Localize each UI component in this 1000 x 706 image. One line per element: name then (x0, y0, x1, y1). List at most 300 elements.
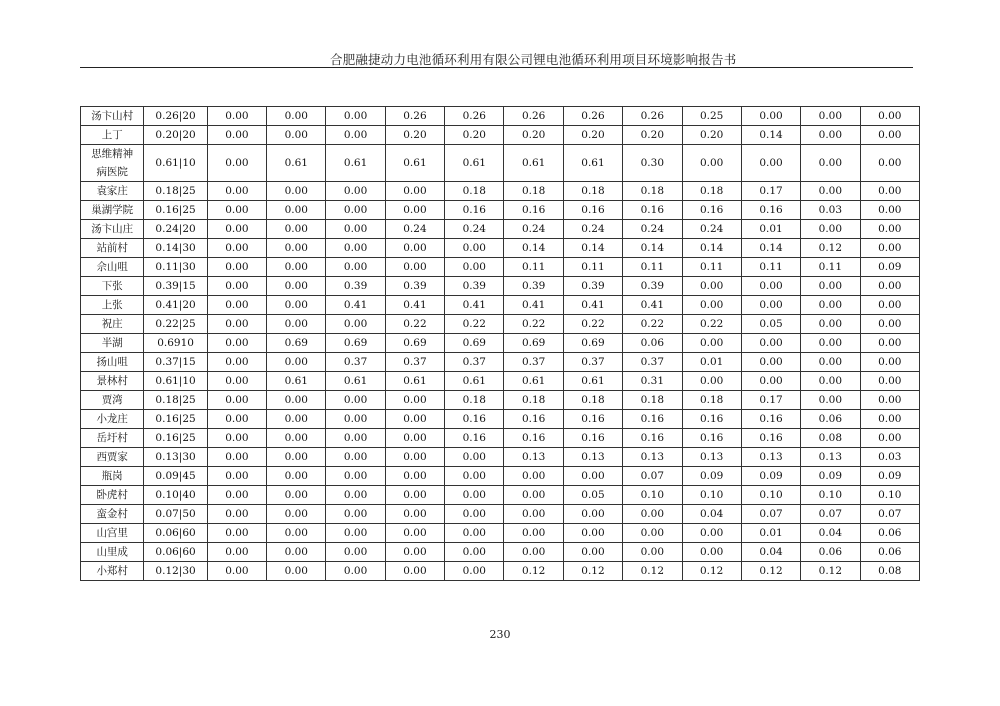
table-cell: 0.10 (741, 486, 800, 505)
table-cell: 0.37 (563, 353, 622, 372)
row-location-name: 卧虎村 (81, 486, 144, 505)
table-cell: 0.22 (682, 315, 741, 334)
table-cell: 0.69 (385, 334, 444, 353)
table-cell: 0.07 (623, 467, 682, 486)
table-cell: 0.06 (801, 543, 860, 562)
table-cell: 0.06 (623, 334, 682, 353)
table-cell: 0.00 (860, 201, 919, 220)
table-cell: 0.37 (385, 353, 444, 372)
table-cell: 0.00 (445, 524, 504, 543)
table-cell: 0.10 (860, 486, 919, 505)
table-cell: 0.00 (207, 182, 266, 201)
table-cell: 0.39 (623, 277, 682, 296)
table-cell: 0.13 (682, 448, 741, 467)
table-row (81, 562, 920, 581)
table-cell: 0.11 (682, 258, 741, 277)
table-cell: 0.61 (326, 145, 385, 182)
table-cell: 0.37 (326, 353, 385, 372)
table-cell: 0.00 (860, 220, 919, 239)
table-cell: 0.24 (385, 220, 444, 239)
table-cell: 0.69 (445, 334, 504, 353)
table-cell: 0.18 (563, 391, 622, 410)
table-body (81, 107, 920, 581)
table-cell: 0.00 (563, 524, 622, 543)
table-cell: 0.41 (623, 296, 682, 315)
table-cell: 0.00 (385, 182, 444, 201)
table-cell: 0.00 (326, 239, 385, 258)
table-cell: 0.00 (207, 334, 266, 353)
row-max-value: 0.16|25 (144, 429, 207, 448)
table-row (81, 315, 920, 334)
table-cell: 0.16 (445, 429, 504, 448)
row-max-value: 0.39|15 (144, 277, 207, 296)
table-cell: 0.61 (267, 372, 326, 391)
table-cell: 0.12 (801, 562, 860, 581)
table-cell: 0.16 (504, 201, 563, 220)
table-cell: 0.16 (741, 410, 800, 429)
row-location-name: 山里成 (81, 543, 144, 562)
table-cell: 0.61 (267, 145, 326, 182)
table-cell: 0.04 (682, 505, 741, 524)
table-cell: 0.00 (267, 543, 326, 562)
table-cell: 0.00 (267, 391, 326, 410)
table-cell: 0.20 (682, 126, 741, 145)
table-cell: 0.16 (623, 429, 682, 448)
table-cell: 0.00 (801, 145, 860, 182)
table-cell: 0.20 (445, 126, 504, 145)
table-cell: 0.00 (504, 486, 563, 505)
table-cell: 0.00 (860, 353, 919, 372)
table-cell: 0.18 (682, 182, 741, 201)
table-cell: 0.18 (445, 182, 504, 201)
row-location-name: 蛮金村 (81, 505, 144, 524)
table-cell: 0.41 (385, 296, 444, 315)
row-max-value: 0.61|10 (144, 145, 207, 182)
row-location-name: 扬山咀 (81, 353, 144, 372)
table-cell: 0.00 (267, 182, 326, 201)
table-cell: 0.20 (504, 126, 563, 145)
row-location-name: 上丁 (81, 126, 144, 145)
table-cell: 0.11 (563, 258, 622, 277)
row-max-value: 0.16|25 (144, 410, 207, 429)
table-row (81, 429, 920, 448)
table-cell: 0.24 (563, 220, 622, 239)
table-cell: 0.00 (267, 486, 326, 505)
row-max-value: 0.24|20 (144, 220, 207, 239)
table-cell: 0.18 (623, 391, 682, 410)
table-cell: 0.03 (860, 448, 919, 467)
table-cell: 0.18 (623, 182, 682, 201)
table-cell: 0.00 (326, 505, 385, 524)
table-cell: 0.00 (267, 296, 326, 315)
table-cell: 0.16 (682, 429, 741, 448)
table-cell: 0.20 (563, 126, 622, 145)
table-cell: 0.00 (207, 524, 266, 543)
table-cell: 0.00 (801, 220, 860, 239)
row-location-name: 小龙庄 (81, 410, 144, 429)
table-cell: 0.01 (741, 524, 800, 543)
table-cell: 0.00 (860, 145, 919, 182)
table-cell: 0.06 (801, 410, 860, 429)
table-cell: 0.26 (385, 107, 444, 126)
table-cell: 0.00 (682, 334, 741, 353)
table-cell: 0.09 (860, 467, 919, 486)
table-cell: 0.07 (860, 505, 919, 524)
table-cell: 0.10 (801, 486, 860, 505)
table-cell: 0.00 (623, 505, 682, 524)
table-cell: 0.61 (385, 145, 444, 182)
table-cell: 0.00 (207, 562, 266, 581)
table-cell: 0.16 (682, 201, 741, 220)
table-cell: 0.00 (267, 107, 326, 126)
table-cell: 0.09 (801, 467, 860, 486)
row-location-name: 贾湾 (81, 391, 144, 410)
table-cell: 0.61 (326, 372, 385, 391)
table-cell: 0.00 (267, 315, 326, 334)
row-max-value: 0.13|30 (144, 448, 207, 467)
document-header-title: 合肥融捷动力电池循环利用有限公司锂电池循环利用项目环境影响报告书 (330, 52, 737, 67)
table-cell: 0.37 (504, 353, 563, 372)
table-cell: 0.00 (326, 410, 385, 429)
table-cell: 0.22 (385, 315, 444, 334)
table-cell: 0.00 (326, 258, 385, 277)
row-location-name: 巢湖学院 (81, 201, 144, 220)
table-cell: 0.00 (267, 410, 326, 429)
table-cell: 0.13 (801, 448, 860, 467)
table-cell: 0.37 (623, 353, 682, 372)
table-cell: 0.00 (445, 486, 504, 505)
table-cell: 0.20 (623, 126, 682, 145)
table-cell: 0.00 (326, 524, 385, 543)
table-row (81, 258, 920, 277)
table-cell: 0.10 (623, 486, 682, 505)
table-cell: 0.22 (504, 315, 563, 334)
table-cell: 0.00 (326, 429, 385, 448)
table-cell: 0.00 (207, 543, 266, 562)
table-cell: 0.61 (445, 145, 504, 182)
table-cell: 0.00 (445, 562, 504, 581)
table-cell: 0.00 (385, 467, 444, 486)
table-cell: 0.04 (741, 543, 800, 562)
table-cell: 0.00 (682, 372, 741, 391)
table-cell: 0.00 (207, 486, 266, 505)
table-cell: 0.14 (741, 239, 800, 258)
table-cell: 0.00 (326, 391, 385, 410)
table-cell: 0.07 (741, 505, 800, 524)
table-cell: 0.00 (267, 505, 326, 524)
table-cell: 0.00 (385, 429, 444, 448)
table-cell: 0.16 (623, 201, 682, 220)
table-cell: 0.08 (860, 562, 919, 581)
table-cell: 0.00 (741, 107, 800, 126)
table-cell: 0.00 (504, 524, 563, 543)
table-cell: 0.00 (267, 353, 326, 372)
table-cell: 0.00 (326, 467, 385, 486)
table-cell: 0.00 (326, 107, 385, 126)
row-location-name: 景林村 (81, 372, 144, 391)
table-cell: 0.00 (385, 448, 444, 467)
table-cell: 0.03 (801, 201, 860, 220)
table-cell: 0.14 (623, 239, 682, 258)
table-row (81, 543, 920, 562)
table-cell: 0.12 (623, 562, 682, 581)
table-cell: 0.31 (623, 372, 682, 391)
table-row (81, 277, 920, 296)
table-cell: 0.00 (267, 201, 326, 220)
table-cell: 0.41 (504, 296, 563, 315)
table-cell: 0.11 (504, 258, 563, 277)
table-cell: 0.01 (682, 353, 741, 372)
row-max-value: 0.06|60 (144, 524, 207, 543)
table-cell: 0.00 (207, 107, 266, 126)
table-cell: 0.16 (445, 410, 504, 429)
table-cell: 0.61 (504, 145, 563, 182)
table-cell: 0.24 (623, 220, 682, 239)
table-cell: 0.39 (563, 277, 622, 296)
table-cell: 0.00 (801, 372, 860, 391)
table-cell: 0.16 (741, 201, 800, 220)
table-cell: 0.14 (682, 239, 741, 258)
table-cell: 0.18 (504, 182, 563, 201)
table-row (81, 524, 920, 543)
table-cell: 0.00 (385, 524, 444, 543)
table-cell: 0.00 (860, 410, 919, 429)
row-location-name: 上张 (81, 296, 144, 315)
table-cell: 0.00 (741, 296, 800, 315)
row-max-value: 0.14|30 (144, 239, 207, 258)
table-cell: 0.00 (267, 562, 326, 581)
table-cell: 0.00 (563, 505, 622, 524)
table-cell: 0.00 (207, 145, 266, 182)
table-cell: 0.16 (623, 410, 682, 429)
table-row (81, 448, 920, 467)
row-location-name: 山宫里 (81, 524, 144, 543)
table-cell: 0.00 (207, 467, 266, 486)
table-cell: 0.00 (445, 258, 504, 277)
table-cell: 0.14 (504, 239, 563, 258)
table-cell: 0.61 (504, 372, 563, 391)
table-cell: 0.16 (682, 410, 741, 429)
row-location-name: 半湖 (81, 334, 144, 353)
table-cell: 0.00 (267, 524, 326, 543)
table-cell: 0.16 (504, 429, 563, 448)
table-cell: 0.24 (682, 220, 741, 239)
table-cell: 0.18 (563, 182, 622, 201)
table-cell: 0.24 (504, 220, 563, 239)
table-cell: 0.00 (207, 296, 266, 315)
table-cell: 0.00 (801, 182, 860, 201)
table-row (81, 353, 920, 372)
table-cell: 0.00 (741, 277, 800, 296)
table-cell: 0.39 (385, 277, 444, 296)
table-cell: 0.00 (623, 524, 682, 543)
table-cell: 0.04 (801, 524, 860, 543)
table-cell: 0.12 (504, 562, 563, 581)
table-cell: 0.00 (267, 258, 326, 277)
table-cell: 0.00 (207, 429, 266, 448)
table-cell: 0.00 (801, 315, 860, 334)
table-cell: 0.00 (385, 505, 444, 524)
table-cell: 0.00 (267, 429, 326, 448)
table-cell: 0.00 (207, 220, 266, 239)
table-cell: 0.41 (563, 296, 622, 315)
table-cell: 0.26 (623, 107, 682, 126)
table-cell: 0.00 (207, 391, 266, 410)
row-max-value: 0.10|40 (144, 486, 207, 505)
table-cell: 0.16 (504, 410, 563, 429)
table-cell: 0.39 (504, 277, 563, 296)
table-cell: 0.00 (267, 126, 326, 145)
row-max-value: 0.41|20 (144, 296, 207, 315)
table-cell: 0.26 (445, 107, 504, 126)
table-cell: 0.00 (207, 258, 266, 277)
table-cell: 0.39 (326, 277, 385, 296)
table-cell: 0.00 (207, 277, 266, 296)
header-divider (80, 67, 913, 68)
row-location-name: 西贾家 (81, 448, 144, 467)
row-location-name: 汤卞山庄 (81, 220, 144, 239)
table-cell: 0.00 (326, 201, 385, 220)
table-cell: 0.61 (563, 145, 622, 182)
table-cell: 0.00 (267, 220, 326, 239)
table-cell: 0.00 (385, 486, 444, 505)
table-cell: 0.16 (445, 201, 504, 220)
table-cell: 0.00 (385, 410, 444, 429)
data-table (80, 106, 920, 581)
row-max-value: 0.06|60 (144, 543, 207, 562)
table-cell: 0.09 (741, 467, 800, 486)
row-location-name: 瓶岗 (81, 467, 144, 486)
table-row (81, 201, 920, 220)
table-cell: 0.16 (563, 201, 622, 220)
table-cell: 0.00 (860, 315, 919, 334)
table-cell: 0.00 (385, 239, 444, 258)
table-cell: 0.12 (682, 562, 741, 581)
table-cell: 0.69 (563, 334, 622, 353)
table-cell: 0.00 (326, 315, 385, 334)
table-cell: 0.41 (445, 296, 504, 315)
row-max-value: 0.61|10 (144, 372, 207, 391)
table-cell: 0.13 (504, 448, 563, 467)
table-cell: 0.69 (267, 334, 326, 353)
table-cell: 0.00 (326, 182, 385, 201)
table-cell: 0.41 (326, 296, 385, 315)
table-row (81, 505, 920, 524)
table-cell: 0.00 (801, 391, 860, 410)
table-row (81, 220, 920, 239)
table-cell: 0.00 (860, 107, 919, 126)
table-cell: 0.00 (860, 334, 919, 353)
page-number: 230 (489, 628, 511, 641)
table-cell: 0.00 (326, 543, 385, 562)
table-cell: 0.00 (860, 372, 919, 391)
table-cell: 0.00 (267, 467, 326, 486)
table-cell: 0.00 (860, 277, 919, 296)
table-cell: 0.00 (326, 126, 385, 145)
table-cell: 0.61 (445, 372, 504, 391)
table-cell: 0.00 (207, 372, 266, 391)
table-cell: 0.00 (326, 220, 385, 239)
table-row (81, 107, 920, 126)
row-max-value: 0.18|25 (144, 391, 207, 410)
table-cell: 0.61 (563, 372, 622, 391)
table-cell: 0.00 (860, 239, 919, 258)
table-cell: 0.00 (504, 467, 563, 486)
table-cell: 0.16 (563, 410, 622, 429)
row-max-value: 0.37|15 (144, 353, 207, 372)
table-cell: 0.22 (445, 315, 504, 334)
table-cell: 0.18 (445, 391, 504, 410)
table-cell: 0.00 (445, 239, 504, 258)
table-cell: 0.00 (801, 107, 860, 126)
table-cell: 0.00 (801, 334, 860, 353)
table-cell: 0.00 (563, 467, 622, 486)
row-max-value: 0.22|25 (144, 315, 207, 334)
row-location-name: 小郑村 (81, 562, 144, 581)
table-cell: 0.16 (563, 429, 622, 448)
row-location-name: 汤卞山村 (81, 107, 144, 126)
table-cell: 0.00 (207, 126, 266, 145)
table-row (81, 296, 920, 315)
table-cell: 0.25 (682, 107, 741, 126)
table-cell: 0.00 (207, 353, 266, 372)
row-max-value: 0.20|20 (144, 126, 207, 145)
table-cell: 0.00 (504, 505, 563, 524)
table-cell: 0.12 (801, 239, 860, 258)
table-cell: 0.00 (207, 315, 266, 334)
table-cell: 0.00 (682, 277, 741, 296)
table-cell: 0.00 (445, 505, 504, 524)
table-cell: 0.00 (267, 277, 326, 296)
table-cell: 0.00 (741, 353, 800, 372)
row-max-value: 0.07|50 (144, 505, 207, 524)
table-cell: 0.00 (682, 524, 741, 543)
table-cell: 0.17 (741, 391, 800, 410)
row-location-name: 思维精神 病医院 (81, 145, 144, 182)
row-max-value: 0.09|45 (144, 467, 207, 486)
row-location-name: 岳圩村 (81, 429, 144, 448)
table-cell: 0.00 (326, 448, 385, 467)
table-cell: 0.00 (207, 201, 266, 220)
table-cell: 0.00 (741, 372, 800, 391)
table-cell: 0.69 (504, 334, 563, 353)
row-location-name: 祝庄 (81, 315, 144, 334)
table-cell: 0.12 (741, 562, 800, 581)
table-row (81, 239, 920, 258)
table-cell: 0.00 (385, 391, 444, 410)
table-cell: 0.01 (741, 220, 800, 239)
table-row (81, 410, 920, 429)
table-cell: 0.00 (741, 334, 800, 353)
table-cell: 0.05 (563, 486, 622, 505)
table-cell: 0.00 (682, 296, 741, 315)
table-cell: 0.18 (504, 391, 563, 410)
table-cell: 0.39 (445, 277, 504, 296)
table-cell: 0.08 (801, 429, 860, 448)
table-cell: 0.00 (385, 543, 444, 562)
table-cell: 0.13 (623, 448, 682, 467)
table-cell: 0.00 (207, 239, 266, 258)
row-max-value: 0.11|30 (144, 258, 207, 277)
table-cell: 0.00 (385, 201, 444, 220)
table-cell: 0.22 (563, 315, 622, 334)
table-row (81, 334, 920, 353)
table-cell: 0.00 (860, 391, 919, 410)
table-cell: 0.06 (860, 524, 919, 543)
row-location-name: 袁家庄 (81, 182, 144, 201)
row-max-value: 0.12|30 (144, 562, 207, 581)
table-row (81, 145, 920, 182)
